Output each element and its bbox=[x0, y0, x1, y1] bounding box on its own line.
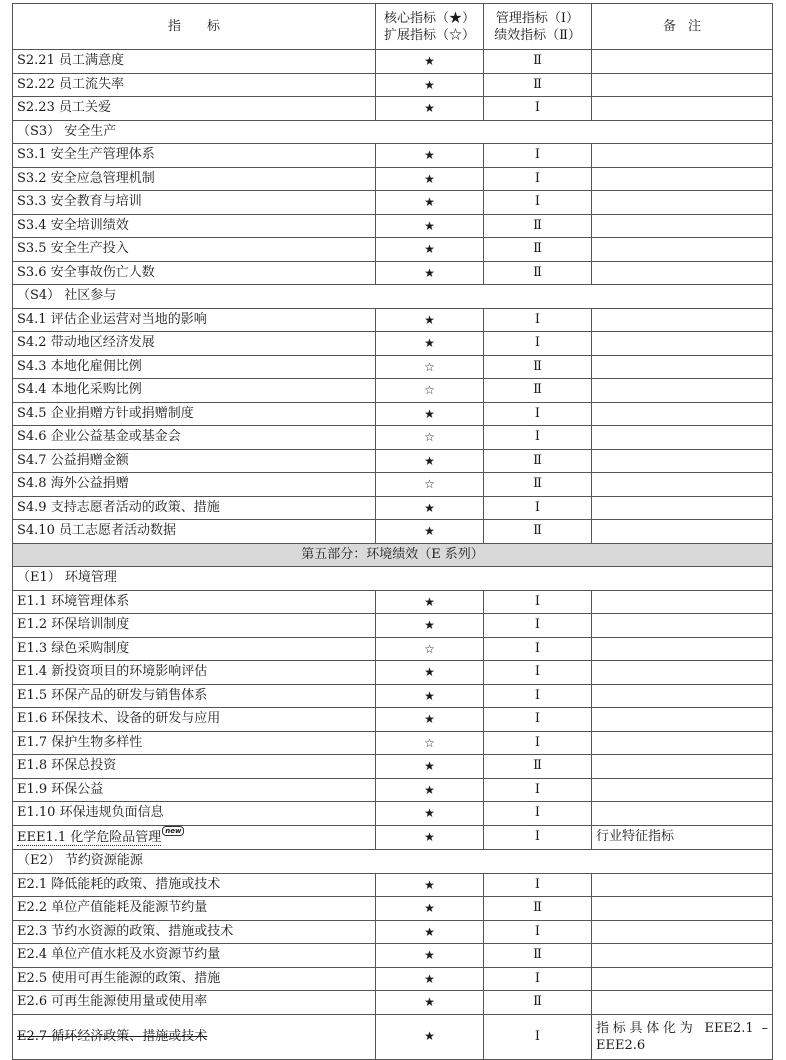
remarks-cell bbox=[592, 637, 773, 661]
management-performance-cell: Ⅰ bbox=[484, 802, 592, 826]
table-row bbox=[13, 920, 773, 944]
indicator-name-cell bbox=[13, 708, 376, 732]
remarks-cell bbox=[592, 261, 773, 285]
management-performance-cell: Ⅰ bbox=[484, 825, 592, 850]
remarks-cell bbox=[592, 308, 773, 332]
management-performance-cell: Ⅱ bbox=[484, 261, 592, 285]
new-badge: new bbox=[162, 826, 184, 836]
table-row bbox=[13, 755, 773, 779]
indicator-name-cell bbox=[13, 73, 376, 97]
remarks-cell: 指标具体化为 EEE2.1 – EEE2.6 bbox=[592, 1014, 773, 1059]
remarks-cell bbox=[592, 449, 773, 473]
indicator-name: E2.2 单位产值能耗及能源节约量 bbox=[17, 900, 208, 915]
indicator-name-cell bbox=[13, 755, 376, 779]
core-extended-cell: ★ bbox=[376, 238, 484, 262]
core-extended-cell: ★ bbox=[376, 661, 484, 685]
management-performance-cell: Ⅱ bbox=[484, 520, 592, 544]
table-row bbox=[13, 73, 773, 97]
indicator-name-cell bbox=[13, 684, 376, 708]
indicator-name: S4.8 海外公益捐赠 bbox=[17, 476, 129, 491]
indicator-name: S4.2 带动地区经济发展 bbox=[17, 335, 155, 350]
management-performance-cell: Ⅱ bbox=[484, 944, 592, 968]
indicator-name: E2.6 可再生能源使用量或使用率 bbox=[17, 994, 208, 1009]
remarks-cell bbox=[592, 590, 773, 614]
remarks-cell bbox=[592, 873, 773, 897]
management-performance-cell: Ⅱ bbox=[484, 73, 592, 97]
table-row bbox=[13, 708, 773, 732]
core-extended-cell: ★ bbox=[376, 261, 484, 285]
part-title: 第五部分：环境绩效（E 系列） bbox=[13, 543, 773, 567]
indicator-name: S3.1 安全生产管理体系 bbox=[17, 147, 155, 162]
core-extended-cell: ★ bbox=[376, 520, 484, 544]
indicator-name: E1.7 保护生物多样性 bbox=[17, 734, 143, 750]
core-extended-cell: ★ bbox=[376, 449, 484, 473]
section-title: （E1） 环境管理 bbox=[13, 567, 773, 591]
indicator-name-cell bbox=[13, 614, 376, 638]
table-row bbox=[13, 967, 773, 991]
indicator-name-cell bbox=[13, 355, 376, 379]
table-row bbox=[13, 1014, 773, 1059]
indicator-name-cell bbox=[13, 731, 376, 755]
management-performance-cell: Ⅱ bbox=[484, 449, 592, 473]
remarks-cell: 行业特征指标 bbox=[592, 825, 773, 850]
table-row bbox=[13, 426, 773, 450]
indicator-name-cell bbox=[13, 1014, 376, 1059]
remarks-cell bbox=[592, 708, 773, 732]
indicator-name: S4.1 评估企业运营对当地的影响 bbox=[17, 311, 207, 327]
indicator-name: E1.1 环境管理体系 bbox=[17, 593, 130, 609]
table-row bbox=[13, 261, 773, 285]
indicator-name-cell bbox=[13, 897, 376, 921]
part-header-row bbox=[13, 543, 773, 567]
indicator-name: S4.6 企业公益基金或基金会 bbox=[17, 429, 181, 444]
management-performance-cell: Ⅱ bbox=[484, 991, 592, 1015]
remarks-cell bbox=[592, 920, 773, 944]
core-extended-cell: ☆ bbox=[376, 355, 484, 379]
remarks-cell bbox=[592, 97, 773, 121]
table-row bbox=[13, 332, 773, 356]
management-performance-cell: Ⅰ bbox=[484, 426, 592, 450]
management-performance-cell: Ⅱ bbox=[484, 214, 592, 238]
core-extended-cell: ★ bbox=[376, 778, 484, 802]
table-header-row bbox=[13, 4, 773, 50]
indicator-name: S2.23 员工关爱 bbox=[17, 100, 111, 115]
indicator-name: E1.5 环保产品的研发与销售体系 bbox=[17, 687, 208, 703]
core-extended-cell: ★ bbox=[376, 944, 484, 968]
remarks-cell bbox=[592, 991, 773, 1015]
indicator-name-cell bbox=[13, 473, 376, 497]
core-extended-cell: ★ bbox=[376, 614, 484, 638]
core-extended-cell: ★ bbox=[376, 684, 484, 708]
table-row bbox=[13, 991, 773, 1015]
indicator-name-cell bbox=[13, 825, 376, 850]
indicator-name-cell bbox=[13, 238, 376, 262]
remarks-cell bbox=[592, 473, 773, 497]
remarks-cell bbox=[592, 355, 773, 379]
remarks-cell bbox=[592, 802, 773, 826]
core-extended-cell: ★ bbox=[376, 214, 484, 238]
indicator-name: E1.3 绿色采购制度 bbox=[17, 640, 130, 656]
core-extended-cell: ★ bbox=[376, 873, 484, 897]
remarks-cell bbox=[592, 167, 773, 191]
header-core-line: 核心指标（★） bbox=[383, 10, 475, 26]
indicator-name-cell bbox=[13, 944, 376, 968]
indicator-name: S4.7 公益捐赠金额 bbox=[17, 452, 129, 468]
indicator-name-cell bbox=[13, 778, 376, 802]
remarks-cell bbox=[592, 967, 773, 991]
indicator-name: E2.1 降低能耗的政策、措施或技术 bbox=[17, 876, 221, 892]
management-performance-cell: Ⅰ bbox=[484, 684, 592, 708]
management-performance-cell: Ⅰ bbox=[484, 920, 592, 944]
section-title: （S4） 社区参与 bbox=[13, 285, 773, 309]
table-row bbox=[13, 97, 773, 121]
indicator-name: E2.5 使用可再生能源的政策、措施 bbox=[17, 970, 221, 986]
management-performance-cell: Ⅰ bbox=[484, 144, 592, 168]
indicator-name-cell bbox=[13, 991, 376, 1015]
management-performance-cell: Ⅰ bbox=[484, 731, 592, 755]
indicator-name-cell bbox=[13, 520, 376, 544]
indicator-name: E1.2 环保培训制度 bbox=[17, 617, 130, 632]
indicator-name: S4.5 企业捐赠方针或捐赠制度 bbox=[17, 405, 194, 421]
core-extended-cell: ★ bbox=[376, 144, 484, 168]
remarks-cell bbox=[592, 238, 773, 262]
remarks-cell bbox=[592, 944, 773, 968]
table-row bbox=[13, 238, 773, 262]
core-extended-cell: ★ bbox=[376, 708, 484, 732]
indicator-name: E1.9 环保公益 bbox=[17, 781, 104, 797]
table-row bbox=[13, 214, 773, 238]
table-row bbox=[13, 50, 773, 74]
management-performance-cell: Ⅰ bbox=[484, 191, 592, 215]
management-performance-cell: Ⅰ bbox=[484, 402, 592, 426]
indicator-name-cell bbox=[13, 308, 376, 332]
section-row bbox=[13, 120, 773, 144]
remarks-cell bbox=[592, 402, 773, 426]
indicator-name-cell bbox=[13, 637, 376, 661]
remarks-cell bbox=[592, 379, 773, 403]
header-management-line: 管理指标（Ⅰ） bbox=[495, 10, 580, 26]
remarks-cell bbox=[592, 684, 773, 708]
table-row bbox=[13, 873, 773, 897]
table-row bbox=[13, 191, 773, 215]
remarks-cell bbox=[592, 496, 773, 520]
header-remarks: 备注 bbox=[592, 4, 773, 50]
management-performance-cell: Ⅰ bbox=[484, 637, 592, 661]
section-title: （S3） 安全生产 bbox=[13, 120, 773, 144]
remarks-cell bbox=[592, 661, 773, 685]
remarks-cell bbox=[592, 778, 773, 802]
indicator-name-cell bbox=[13, 402, 376, 426]
core-extended-cell: ☆ bbox=[376, 473, 484, 497]
core-extended-cell: ★ bbox=[376, 755, 484, 779]
core-extended-cell: ★ bbox=[376, 308, 484, 332]
indicator-name-cell bbox=[13, 496, 376, 520]
management-performance-cell: Ⅰ bbox=[484, 332, 592, 356]
remarks-cell bbox=[592, 191, 773, 215]
indicator-name-cell bbox=[13, 144, 376, 168]
core-extended-cell: ☆ bbox=[376, 426, 484, 450]
table-row bbox=[13, 661, 773, 685]
core-extended-cell: ★ bbox=[376, 920, 484, 944]
core-extended-cell: ★ bbox=[376, 97, 484, 121]
section-title: （E2） 节约资源能源 bbox=[13, 850, 773, 874]
remarks-cell bbox=[592, 731, 773, 755]
management-performance-cell: Ⅱ bbox=[484, 755, 592, 779]
indicator-name: S4.9 支持志愿者活动的政策、措施 bbox=[17, 499, 220, 515]
core-extended-cell: ★ bbox=[376, 496, 484, 520]
indicator-table-container bbox=[12, 3, 772, 1060]
management-performance-cell: Ⅰ bbox=[484, 496, 592, 520]
indicator-name-cell bbox=[13, 379, 376, 403]
indicator-name-cell bbox=[13, 97, 376, 121]
table-row bbox=[13, 731, 773, 755]
management-performance-cell: Ⅰ bbox=[484, 778, 592, 802]
header-performance-line: 绩效指标（Ⅱ） bbox=[494, 27, 581, 43]
indicator-name: E1.8 环保总投资 bbox=[17, 758, 117, 773]
table-row bbox=[13, 496, 773, 520]
indicator-name-cell bbox=[13, 50, 376, 74]
indicator-name: S4.4 本地化采购比例 bbox=[17, 382, 142, 397]
core-extended-cell: ★ bbox=[376, 590, 484, 614]
header-indicator: 指标 bbox=[13, 4, 376, 50]
management-performance-cell: Ⅱ bbox=[484, 897, 592, 921]
remarks-cell bbox=[592, 897, 773, 921]
table-body bbox=[13, 50, 773, 1060]
table-row bbox=[13, 684, 773, 708]
management-performance-cell: Ⅰ bbox=[484, 708, 592, 732]
management-performance-cell: Ⅰ bbox=[484, 614, 592, 638]
core-extended-cell: ★ bbox=[376, 802, 484, 826]
indicator-name-cell bbox=[13, 920, 376, 944]
indicator-name-cell bbox=[13, 191, 376, 215]
table-row bbox=[13, 520, 773, 544]
indicator-name: S4.3 本地化雇佣比例 bbox=[17, 358, 142, 374]
indicator-name: E2.3 节约水资源的政策、措施或技术 bbox=[17, 923, 234, 939]
management-performance-cell: Ⅰ bbox=[484, 590, 592, 614]
indicator-name-cell bbox=[13, 332, 376, 356]
core-extended-cell: ★ bbox=[376, 991, 484, 1015]
indicator-name-cell bbox=[13, 661, 376, 685]
indicator-name: EEE1.1 化学危险品管理 bbox=[17, 829, 162, 845]
core-extended-cell: ★ bbox=[376, 1014, 484, 1059]
management-performance-cell: Ⅰ bbox=[484, 1014, 592, 1059]
indicator-name: S3.6 安全事故伤亡人数 bbox=[17, 264, 155, 280]
table-row bbox=[13, 614, 773, 638]
section-row bbox=[13, 850, 773, 874]
core-extended-cell: ★ bbox=[376, 332, 484, 356]
table-row bbox=[13, 473, 773, 497]
table-row bbox=[13, 590, 773, 614]
remarks-cell bbox=[592, 426, 773, 450]
remarks-cell bbox=[592, 755, 773, 779]
core-extended-cell: ★ bbox=[376, 967, 484, 991]
management-performance-cell: Ⅰ bbox=[484, 967, 592, 991]
indicator-name-cell bbox=[13, 590, 376, 614]
indicator-name-cell bbox=[13, 426, 376, 450]
core-extended-cell: ★ bbox=[376, 73, 484, 97]
core-extended-cell: ★ bbox=[376, 825, 484, 850]
core-extended-cell: ★ bbox=[376, 167, 484, 191]
indicator-name: S2.21 员工满意度 bbox=[17, 53, 124, 68]
section-row bbox=[13, 567, 773, 591]
indicator-name: S3.5 安全生产投入 bbox=[17, 241, 129, 256]
management-performance-cell: Ⅱ bbox=[484, 379, 592, 403]
core-extended-cell: ☆ bbox=[376, 637, 484, 661]
indicator-name-cell bbox=[13, 167, 376, 191]
remarks-cell bbox=[592, 144, 773, 168]
management-performance-cell: Ⅱ bbox=[484, 50, 592, 74]
indicator-name-cell bbox=[13, 802, 376, 826]
indicator-name: E1.6 环保技术、设备的研发与应用 bbox=[17, 711, 221, 726]
indicator-name-cell bbox=[13, 873, 376, 897]
remarks-cell bbox=[592, 73, 773, 97]
management-performance-cell: Ⅰ bbox=[484, 167, 592, 191]
indicator-name: E1.10 环保违规负面信息 bbox=[17, 805, 164, 820]
indicator-name: S3.2 安全应急管理机制 bbox=[17, 170, 155, 186]
header-core-extended bbox=[376, 4, 484, 50]
management-performance-cell: Ⅰ bbox=[484, 661, 592, 685]
indicator-name: S4.10 员工志愿者活动数据 bbox=[17, 523, 176, 538]
indicator-name: S3.3 安全教育与培训 bbox=[17, 194, 142, 209]
indicator-name: E2.4 单位产值水耗及水资源节约量 bbox=[17, 947, 221, 962]
indicator-name: E1.4 新投资项目的环境影响评估 bbox=[17, 664, 208, 679]
remarks-cell bbox=[592, 50, 773, 74]
core-extended-cell: ★ bbox=[376, 191, 484, 215]
indicator-name-cell bbox=[13, 214, 376, 238]
table-row bbox=[13, 167, 773, 191]
core-extended-cell: ☆ bbox=[376, 379, 484, 403]
core-extended-cell: ☆ bbox=[376, 731, 484, 755]
table-row bbox=[13, 449, 773, 473]
section-row bbox=[13, 285, 773, 309]
header-management-performance bbox=[484, 4, 592, 50]
indicator-name: S3.4 安全培训绩效 bbox=[17, 217, 129, 233]
indicator-name-cell bbox=[13, 967, 376, 991]
management-performance-cell: Ⅱ bbox=[484, 473, 592, 497]
management-performance-cell: Ⅰ bbox=[484, 97, 592, 121]
management-performance-cell: Ⅱ bbox=[484, 238, 592, 262]
indicator-name: S2.22 员工流失率 bbox=[17, 76, 124, 92]
remarks-cell bbox=[592, 332, 773, 356]
table-row bbox=[13, 355, 773, 379]
table-row bbox=[13, 308, 773, 332]
indicator-name: E2.7 循环经济政策、措施或技术 bbox=[17, 1029, 208, 1044]
table-row bbox=[13, 637, 773, 661]
header-extended-line: 扩展指标（☆） bbox=[383, 27, 475, 43]
core-extended-cell: ★ bbox=[376, 402, 484, 426]
indicator-table bbox=[12, 3, 773, 1060]
table-row bbox=[13, 778, 773, 802]
indicator-name-cell bbox=[13, 261, 376, 285]
remarks-cell bbox=[592, 520, 773, 544]
table-row bbox=[13, 802, 773, 826]
remarks-cell bbox=[592, 214, 773, 238]
core-extended-cell: ★ bbox=[376, 897, 484, 921]
table-row bbox=[13, 897, 773, 921]
remarks-cell bbox=[592, 614, 773, 638]
table-row bbox=[13, 825, 773, 850]
core-extended-cell: ★ bbox=[376, 50, 484, 74]
management-performance-cell: Ⅰ bbox=[484, 873, 592, 897]
management-performance-cell: Ⅱ bbox=[484, 355, 592, 379]
table-row bbox=[13, 944, 773, 968]
table-row bbox=[13, 402, 773, 426]
table-row bbox=[13, 379, 773, 403]
indicator-name-cell bbox=[13, 449, 376, 473]
table-row bbox=[13, 144, 773, 168]
management-performance-cell: Ⅰ bbox=[484, 308, 592, 332]
